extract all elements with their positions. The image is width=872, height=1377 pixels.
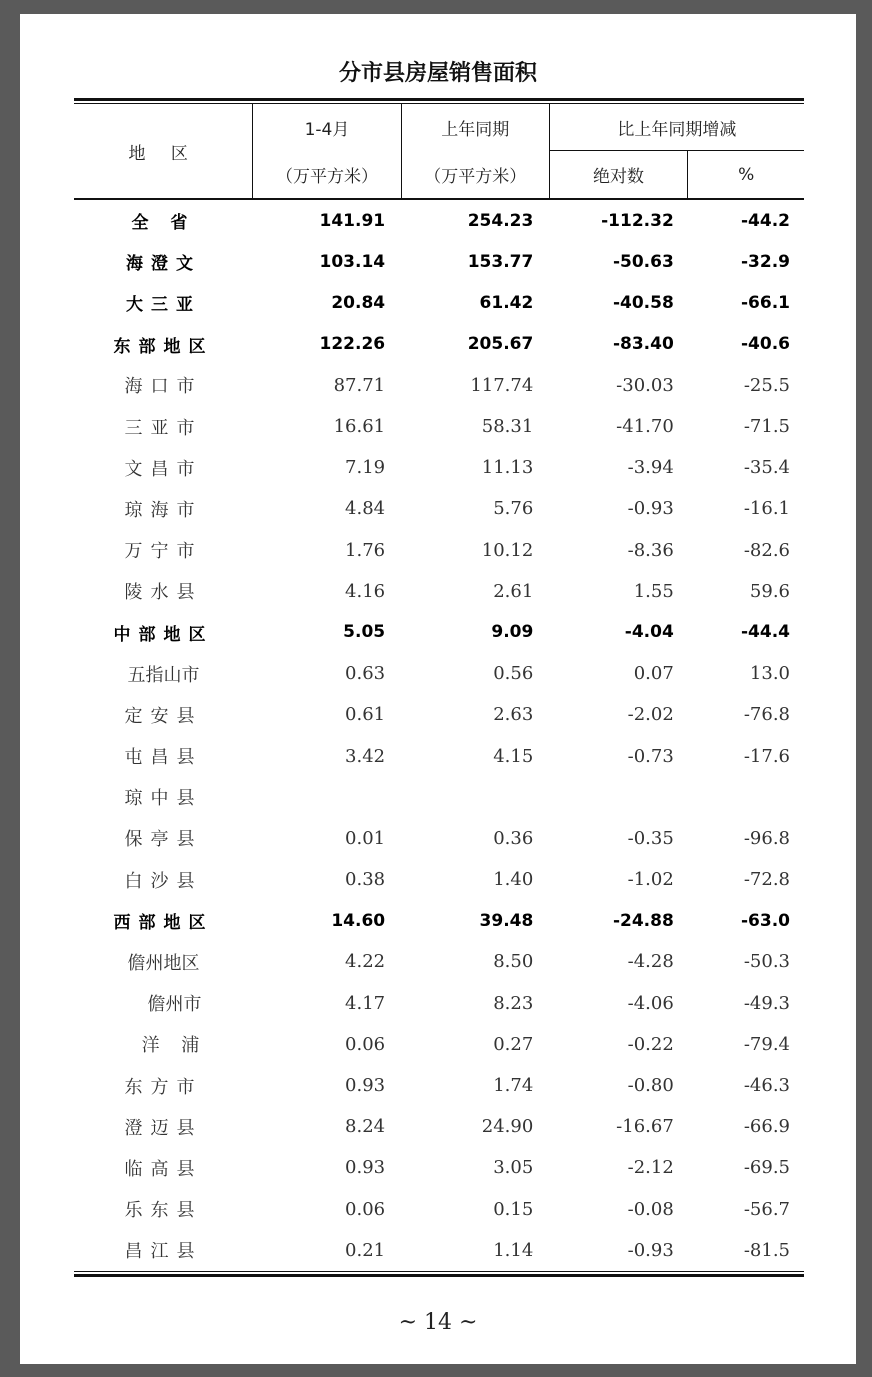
- value-percent-change-cell: -66.1: [741, 292, 790, 313]
- value-prior-year-cell: 9.09: [491, 622, 534, 643]
- region-name-cell: 海澄文: [125, 254, 201, 275]
- value-jan-apr-cell: 20.84: [331, 292, 386, 313]
- region-name-cell: 乐东县: [124, 1200, 203, 1222]
- region-name-cell: 东部地区: [113, 336, 214, 357]
- value-percent-change-cell: -17.6: [743, 745, 790, 767]
- value-prior-year-cell: 0.15: [493, 1198, 534, 1220]
- value-prior-year-cell: [401, 777, 549, 818]
- value-percent-change-cell: -66.9: [743, 1116, 790, 1138]
- value-prior-year-cell: 1.40: [493, 869, 534, 891]
- value-absolute-change-cell: -24.88: [612, 910, 674, 931]
- region-name-cell: 大三亚: [125, 295, 201, 316]
- header-change-group: 比上年同期增减: [549, 104, 804, 151]
- value-absolute-change-cell: -0.73: [627, 745, 674, 767]
- region-name-cell: 全 省: [131, 213, 196, 234]
- value-jan-apr-cell: 7.19: [345, 457, 386, 479]
- value-jan-apr-cell: 87.71: [333, 374, 386, 396]
- table-row: [74, 1024, 804, 1065]
- value-prior-year-cell: 39.48: [479, 910, 534, 931]
- table-row: [74, 735, 804, 776]
- value-jan-apr-cell: 5.05: [343, 622, 386, 643]
- region-name-cell: 昌江县: [124, 1241, 203, 1263]
- value-prior-year-cell: 8.23: [493, 992, 534, 1014]
- value-prior-year-cell: 254.23: [467, 210, 534, 231]
- table-row: [74, 694, 804, 735]
- value-percent-change-cell: -50.3: [743, 951, 790, 973]
- value-prior-year-cell: 205.67: [467, 334, 534, 355]
- value-jan-apr-cell: 0.93: [345, 1075, 386, 1097]
- region-name-cell: 三亚市: [124, 417, 203, 439]
- value-absolute-change-cell: 1.55: [633, 580, 674, 602]
- value-prior-year-cell: 58.31: [481, 416, 534, 438]
- value-prior-year-cell: 117.74: [470, 374, 534, 396]
- region-name-cell: 中部地区: [113, 624, 214, 645]
- header-percent: %: [738, 164, 755, 185]
- table-row: [74, 1065, 804, 1106]
- value-absolute-change-cell: -0.93: [627, 498, 674, 520]
- value-absolute-change-cell: -112.32: [601, 210, 674, 231]
- region-name-cell: 东方市: [124, 1076, 203, 1098]
- table-row: [74, 406, 804, 447]
- value-percent-change-cell: -25.5: [743, 374, 790, 396]
- table-row: [74, 365, 804, 406]
- value-absolute-change-cell: -2.12: [627, 1157, 674, 1179]
- region-name-cell: 琼海市: [124, 499, 203, 521]
- table-row: [74, 241, 804, 282]
- value-percent-change-cell: -63.0: [741, 910, 790, 931]
- value-jan-apr-cell: 0.06: [345, 1198, 386, 1220]
- value-jan-apr-cell: 141.91: [319, 210, 386, 231]
- region-name-cell: 洋 浦: [141, 1035, 208, 1057]
- value-jan-apr-cell: 0.21: [345, 1239, 386, 1261]
- value-absolute-change-cell: -41.70: [616, 416, 674, 438]
- value-percent-change-cell: -56.7: [743, 1198, 790, 1220]
- sales-area-table: [74, 98, 804, 1277]
- value-percent-change-cell: -72.8: [743, 869, 790, 891]
- value-absolute-change-cell: -83.40: [612, 334, 674, 355]
- table-row: [74, 653, 804, 694]
- page-number: ~ 14 ~: [398, 1310, 478, 1335]
- table-row: [74, 777, 804, 818]
- region-name-cell: 屯昌县: [124, 747, 203, 769]
- table-row: [74, 983, 804, 1024]
- table-row: [74, 1106, 804, 1147]
- value-prior-year-cell: 153.77: [467, 251, 534, 272]
- header-col2: 上年同期: [401, 104, 549, 151]
- header-unit1: （万平方米）: [253, 151, 401, 200]
- region-name-cell: 保亭县: [124, 829, 203, 851]
- value-absolute-change-cell: -30.03: [616, 374, 674, 396]
- value-jan-apr-cell: 4.84: [345, 498, 386, 520]
- region-name-cell: 定安县: [124, 705, 203, 727]
- value-percent-change-cell: -32.9: [741, 251, 790, 272]
- value-absolute-change-cell: -2.02: [627, 704, 674, 726]
- value-percent-change-cell: -16.1: [743, 498, 790, 520]
- value-jan-apr-cell: 3.42: [345, 745, 386, 767]
- value-absolute-change-cell: -4.28: [627, 951, 674, 973]
- value-prior-year-cell: 24.90: [481, 1116, 534, 1138]
- value-jan-apr-cell: 103.14: [319, 251, 386, 272]
- region-name-cell: 儋州市: [147, 994, 202, 1016]
- value-percent-change-cell: -69.5: [743, 1157, 790, 1179]
- value-absolute-change-cell: -1.02: [627, 869, 674, 891]
- value-percent-change-cell: -35.4: [743, 457, 790, 479]
- page-title: 分市县房屋销售面积: [338, 61, 537, 86]
- value-percent-change-cell: -96.8: [743, 827, 790, 849]
- table-row: [74, 1230, 804, 1271]
- region-name-cell: 琼中县: [124, 788, 203, 810]
- value-jan-apr-cell: 4.17: [345, 992, 386, 1014]
- table-row: [74, 530, 804, 571]
- value-absolute-change-cell: 0.07: [633, 663, 674, 685]
- value-percent-change-cell: -79.4: [743, 1033, 790, 1055]
- value-jan-apr-cell: 4.16: [345, 580, 386, 602]
- region-name-cell: 西部地区: [113, 913, 214, 934]
- header-unit2: （万平方米）: [401, 151, 549, 200]
- value-percent-change-cell: -44.2: [741, 210, 790, 231]
- table-row: [74, 900, 804, 941]
- table-body: [74, 199, 804, 1271]
- value-jan-apr-cell: 0.38: [345, 869, 386, 891]
- table-row: [74, 282, 804, 323]
- value-absolute-change-cell: -3.94: [627, 457, 674, 479]
- bottom-double-rule: [74, 1271, 804, 1277]
- header-region: 地 区: [74, 104, 253, 199]
- table-row: [74, 199, 804, 241]
- region-name-cell: 万宁市: [124, 541, 203, 563]
- value-percent-change-cell: -44.4: [741, 622, 790, 643]
- value-absolute-change-cell: -4.04: [624, 622, 674, 643]
- value-jan-apr-cell: 0.63: [345, 663, 386, 685]
- region-name-cell: 文昌市: [124, 458, 203, 480]
- table-row: [74, 324, 804, 365]
- header-absolute: 绝对数: [549, 151, 687, 200]
- value-percent-change-cell: -81.5: [743, 1239, 790, 1261]
- value-prior-year-cell: 0.36: [493, 827, 534, 849]
- value-absolute-change-cell: -4.06: [627, 992, 674, 1014]
- value-percent-change-cell: -49.3: [743, 992, 790, 1014]
- region-name-cell: 海口市: [124, 376, 203, 398]
- value-absolute-change-cell: -16.67: [616, 1116, 674, 1138]
- value-prior-year-cell: 1.74: [493, 1075, 534, 1097]
- value-percent-change-cell: [688, 777, 804, 818]
- value-jan-apr-cell: 4.22: [345, 951, 386, 973]
- value-absolute-change-cell: -0.35: [627, 827, 674, 849]
- value-absolute-change-cell: -40.58: [612, 292, 674, 313]
- region-name-cell: 五指山市: [127, 664, 200, 686]
- table-row: [74, 859, 804, 900]
- table-row: [74, 571, 804, 612]
- value-jan-apr-cell: 122.26: [319, 334, 386, 355]
- value-prior-year-cell: 1.14: [493, 1239, 534, 1261]
- value-prior-year-cell: 2.63: [493, 704, 534, 726]
- value-prior-year-cell: 8.50: [493, 951, 534, 973]
- value-prior-year-cell: 2.61: [493, 580, 534, 602]
- value-jan-apr-cell: 0.01: [345, 827, 386, 849]
- value-jan-apr-cell: 0.93: [345, 1157, 386, 1179]
- table-row: [74, 1189, 804, 1230]
- value-prior-year-cell: 5.76: [493, 498, 534, 520]
- region-name-cell: 陵水县: [124, 582, 203, 604]
- value-absolute-change-cell: [549, 777, 687, 818]
- value-percent-change-cell: -46.3: [743, 1075, 790, 1097]
- value-prior-year-cell: 0.56: [493, 663, 534, 685]
- value-absolute-change-cell: -8.36: [627, 539, 674, 561]
- value-jan-apr-cell: 1.76: [345, 539, 386, 561]
- value-percent-change-cell: -82.6: [743, 539, 790, 561]
- value-jan-apr-cell: [253, 777, 401, 818]
- value-jan-apr-cell: 8.24: [345, 1116, 386, 1138]
- value-jan-apr-cell: 0.61: [345, 704, 386, 726]
- table-row: [74, 447, 804, 488]
- table-row: [74, 1147, 804, 1188]
- table-row: [74, 488, 804, 529]
- value-percent-change-cell: 13.0: [749, 663, 790, 685]
- document-page: [20, 14, 856, 1364]
- value-percent-change-cell: -71.5: [743, 416, 790, 438]
- value-prior-year-cell: 11.13: [481, 457, 534, 479]
- value-prior-year-cell: 4.15: [493, 745, 534, 767]
- table-row: [74, 941, 804, 982]
- value-absolute-change-cell: -0.93: [627, 1239, 674, 1261]
- region-name-cell: 儋州地区: [127, 952, 200, 974]
- value-prior-year-cell: 61.42: [479, 292, 534, 313]
- header-col1: 1-4月: [253, 104, 401, 151]
- region-name-cell: 临高县: [124, 1158, 203, 1180]
- value-absolute-change-cell: -50.63: [612, 251, 674, 272]
- region-name-cell: 白沙县: [124, 870, 203, 892]
- value-absolute-change-cell: -0.22: [627, 1033, 674, 1055]
- value-absolute-change-cell: -0.80: [627, 1075, 674, 1097]
- table-row: [74, 818, 804, 859]
- value-jan-apr-cell: 16.61: [333, 416, 386, 438]
- value-percent-change-cell: -76.8: [743, 704, 790, 726]
- table-row: [74, 612, 804, 653]
- value-percent-change-cell: -40.6: [741, 334, 790, 355]
- region-name-cell: 澄迈县: [124, 1117, 203, 1139]
- value-jan-apr-cell: 0.06: [345, 1033, 386, 1055]
- value-prior-year-cell: 0.27: [493, 1033, 534, 1055]
- value-absolute-change-cell: -0.08: [627, 1198, 674, 1220]
- value-prior-year-cell: 10.12: [481, 539, 534, 561]
- value-prior-year-cell: 3.05: [493, 1157, 534, 1179]
- value-jan-apr-cell: 14.60: [331, 910, 386, 931]
- value-percent-change-cell: 59.6: [749, 580, 790, 602]
